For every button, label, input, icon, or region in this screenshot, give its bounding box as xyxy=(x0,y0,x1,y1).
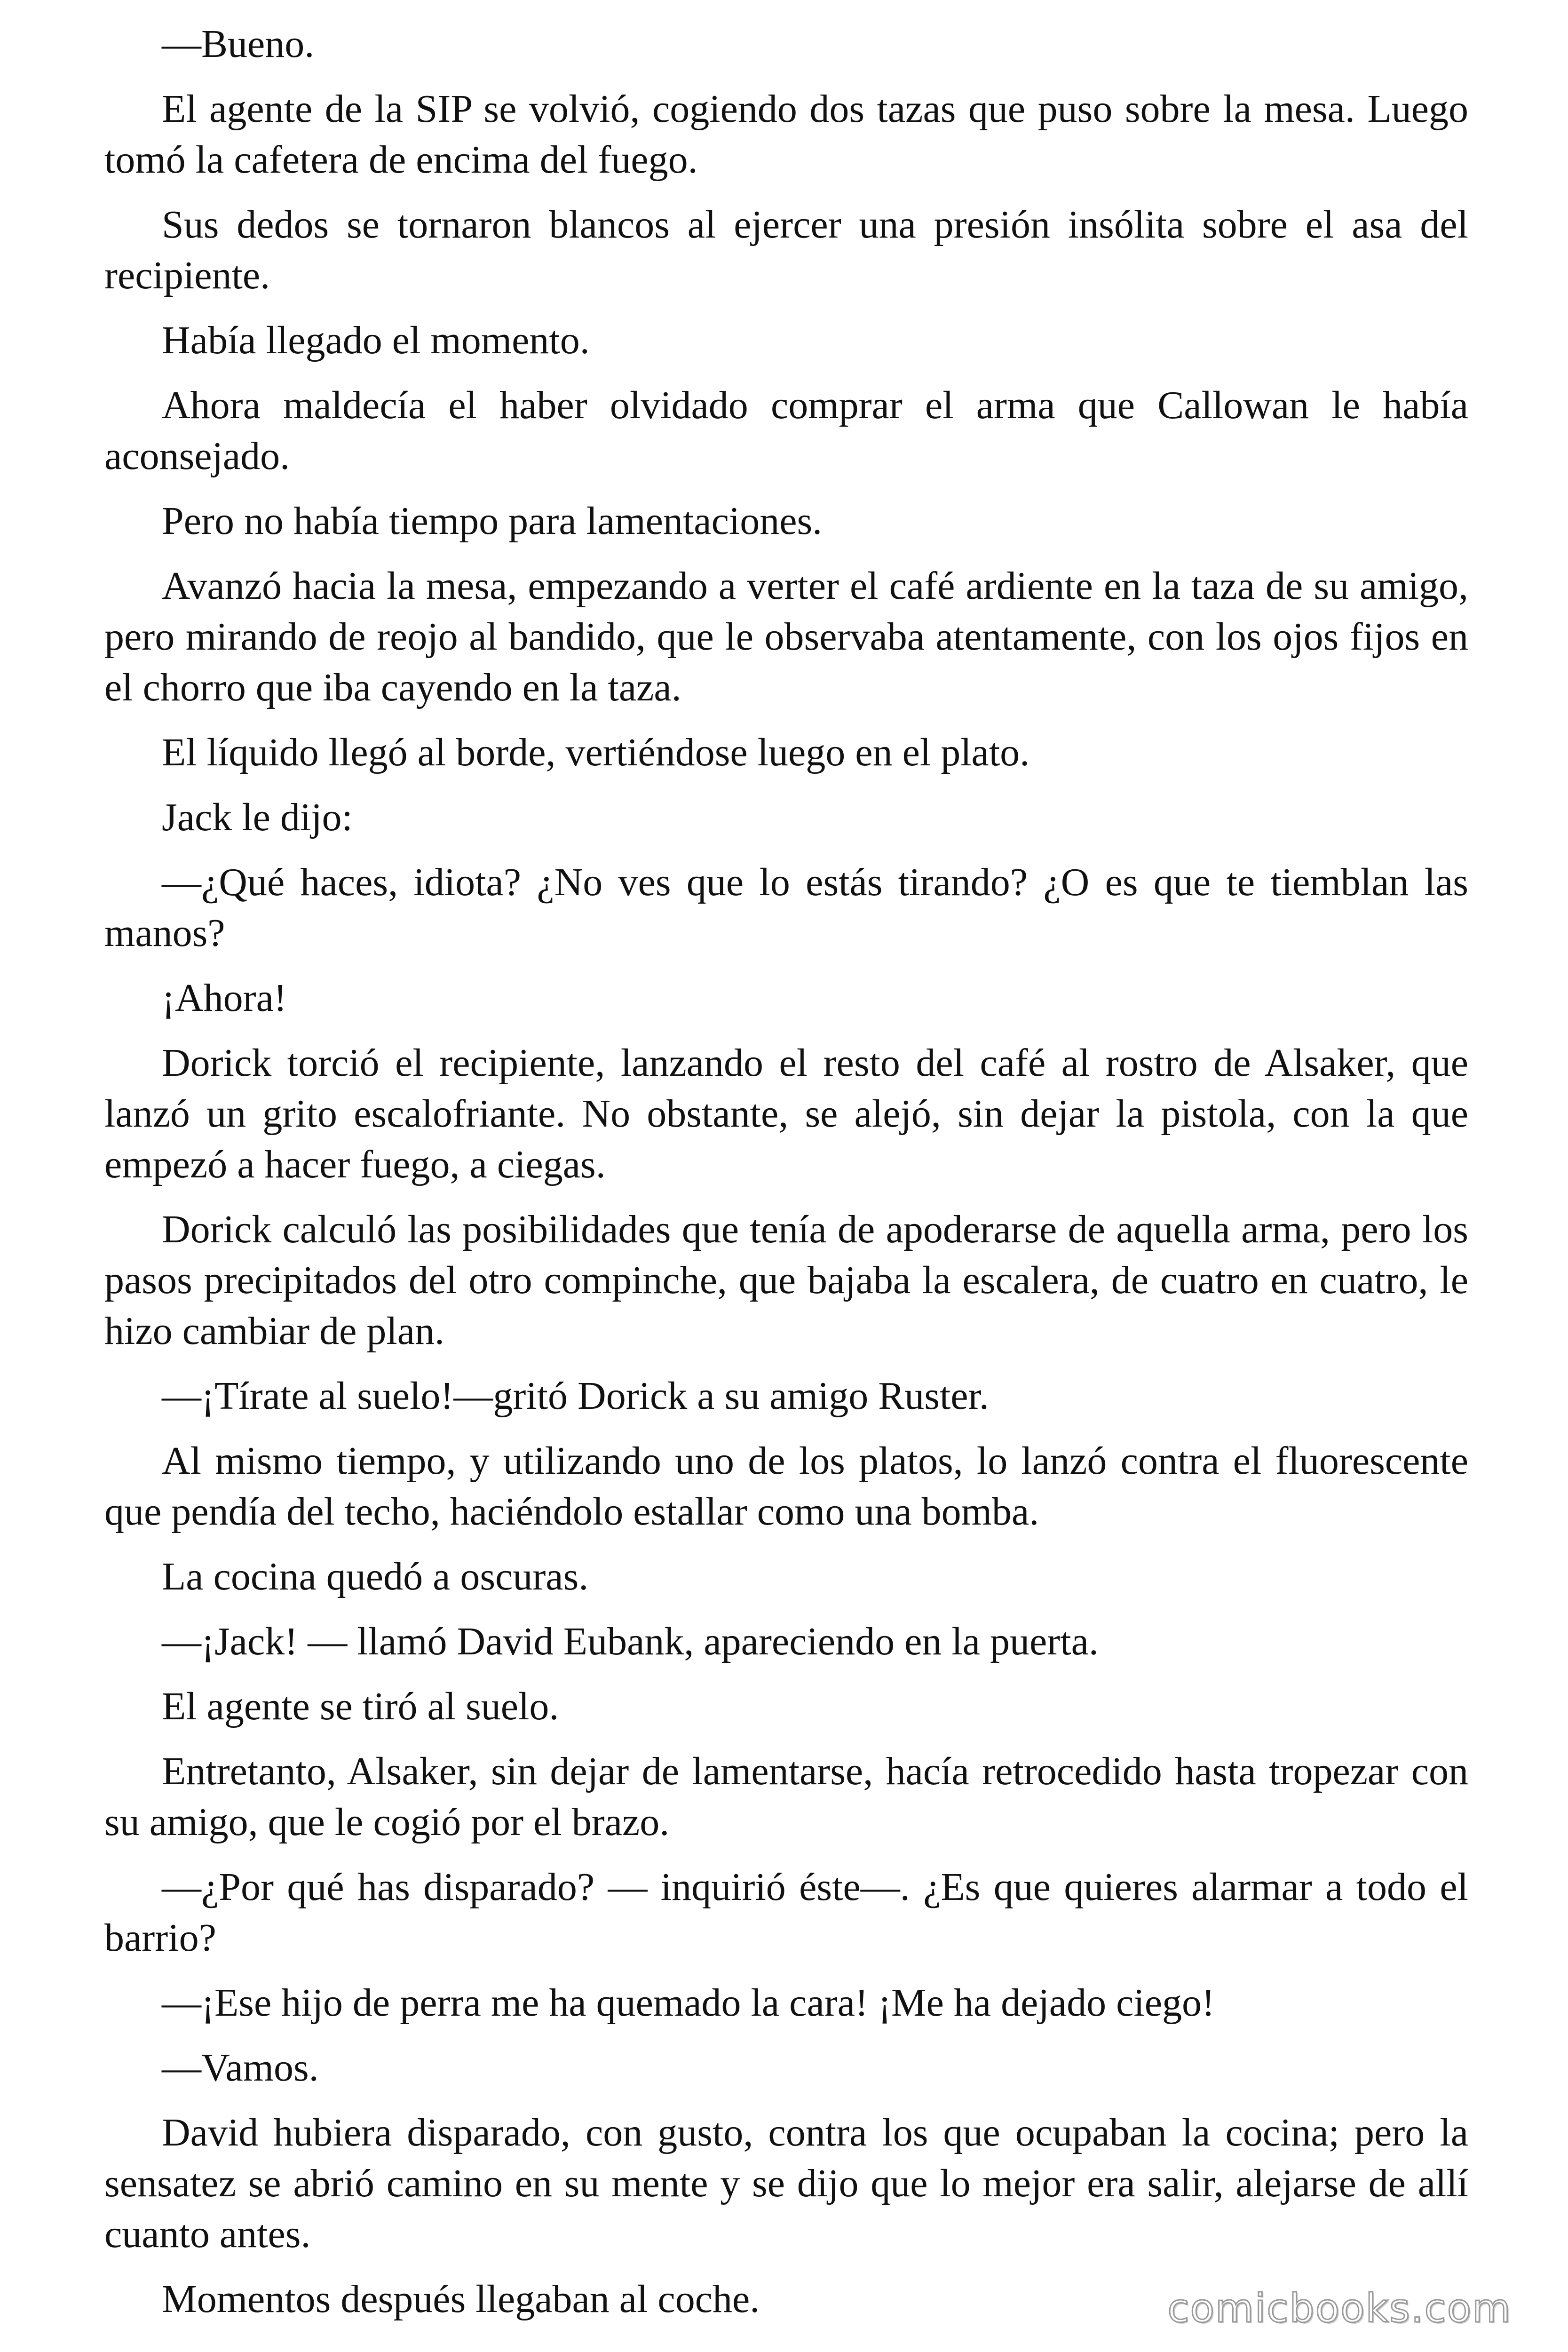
paragraph: Al mismo tiempo, y utilizando uno de los platos, lo lanzó contra el fluorescente que pendía del techo, haciéndolo estallar como una bomba. xyxy=(104,1439,1468,1534)
paragraph: El líquido llegó al borde, vertiéndose luego en el plato. xyxy=(162,731,1030,774)
paragraph: El agente de la SIP se volvió, cogiendo dos tazas que puso sobre la mesa. Luego tomó la cafetera de encima del fuego. xyxy=(104,87,1468,182)
paragraph: —Bueno. xyxy=(162,22,315,66)
page-body xyxy=(104,19,1468,2339)
paragraph: Jack le dijo: xyxy=(162,795,353,839)
paragraph: Había llegado el momento. xyxy=(162,318,590,362)
paragraph: Avanzó hacia la mesa, empezando a verter el café ardiente en la taza de su amigo, pero mirando de reojo al bandido, que le observaba atentamente, con los ojos fijos en el chorro que iba cayendo en la taza. xyxy=(104,564,1468,709)
paragraph: Dorick torció el recipiente, lanzando el resto del café al rostro de Alsaker, que lanzó un grito escalofriante. No obstante, se alejó, sin dejar la pistola, con la que empezó a hacer fuego, a ciegas. xyxy=(104,1041,1468,1186)
paragraph: Entretanto, Alsaker, sin dejar de lamentarse, hacía retrocedido hasta tropezar con su amigo, que le cogió por el brazo. xyxy=(104,1749,1468,1844)
paragraph: Momentos después llegaban al coche. xyxy=(162,2277,760,2321)
watermark-text: comicbooks.com xyxy=(1167,2285,1512,2331)
paragraph: David hubiera disparado, con gusto, contra los que ocupaban la cocina; pero la sensatez se abrió camino en su mente y se dijo que lo mejor era salir, alejarse de allí cuanto antes. xyxy=(104,2111,1468,2256)
paragraph: —¡Jack! — llamó David Eubank, apareciendo en la puerta. xyxy=(162,1620,1099,1663)
paragraph: —¿Qué haces, idiota? ¿No ves que lo estás tirando? ¿O es que te tiemblan las manos? xyxy=(104,860,1468,955)
paragraph: Ahora maldecía el haber olvidado comprar el arma que Callowan le había aconsejado. xyxy=(104,383,1468,478)
paragraph: Pero no había tiempo para lamentaciones. xyxy=(162,499,823,543)
paragraph: Sus dedos se tornaron blancos al ejercer una presión insólita sobre el asa del recipiente. xyxy=(104,203,1468,297)
paragraph: —¡Ese hijo de perra me ha quemado la cara! ¡Me ha dejado ciego! xyxy=(162,1981,1215,2025)
paragraph: —Vamos. xyxy=(162,2046,319,2090)
paragraph: El agente se tiró al suelo. xyxy=(162,1685,559,1728)
paragraph: La cocina quedó a oscuras. xyxy=(162,1555,589,1598)
paragraph: —¿Por qué has disparado? — inquirió éste—. ¿Es que quieres alarmar a todo el barrio? xyxy=(104,1865,1468,1960)
paragraph: ¡Ahora! xyxy=(162,976,287,1020)
paragraph: Dorick calculó las posibilidades que tenía de apoderarse de aquella arma, pero los pasos precipitados del otro compinche, que bajaba la escalera, de cuatro en cuatro, le hizo cambiar de plan. xyxy=(104,1208,1468,1353)
paragraph: —¡Tírate al suelo!—gritó Dorick a su amigo Ruster. xyxy=(162,1374,989,1418)
